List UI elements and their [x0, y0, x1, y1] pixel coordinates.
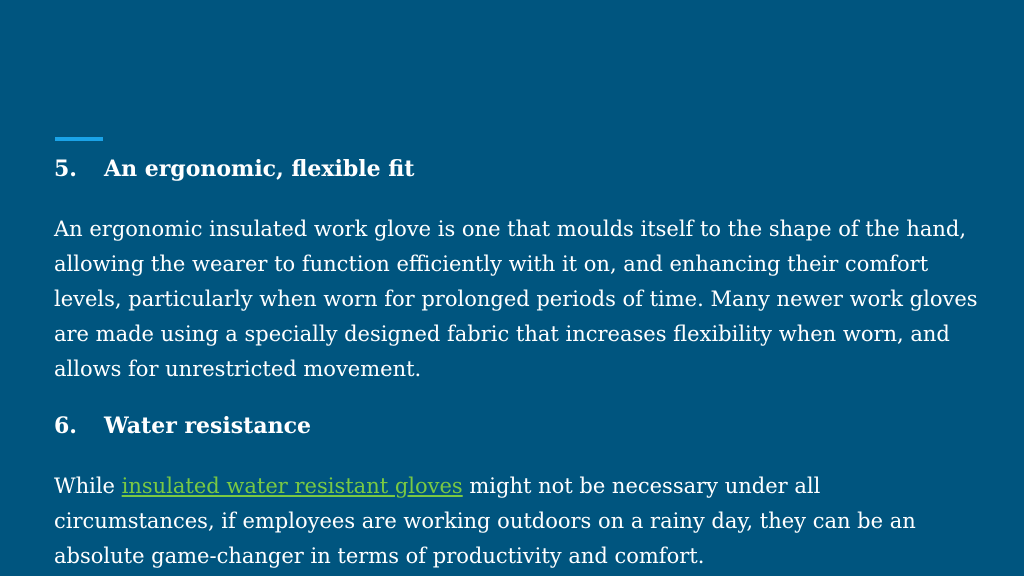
accent-bar [55, 137, 103, 141]
section-5-body: An ergonomic insulated work glove is one that moulds itself to the shape of the hand, allowing the wearer to function efficiently with it on, and enhancing their comfort levels, particularly when worn for prolonged periods of time. Many newer work gloves are made using a specially designed fabric that increases flexibility when worn, and allows for unrestricted movement. [54, 217, 978, 381]
section-5-title: An ergonomic, flexible fit [104, 156, 415, 182]
slide-content [54, 152, 984, 574]
section-6-body [54, 469, 984, 574]
section-6-title: Water resistance [104, 413, 311, 439]
section-5-heading [54, 152, 984, 186]
section-5-number: 5. [54, 156, 77, 182]
insulated-water-resistant-gloves-link[interactable]: insulated water resistant gloves [121, 474, 463, 498]
section-6-heading [54, 409, 984, 443]
section-6-body-after: might not be necessary under all circumstances, if employees are working outdoors on a rainy day, they can be an absolute game-changer in terms of productivity and comfort. [54, 474, 916, 568]
section-6-body-before: While [54, 474, 122, 498]
section-6-number: 6. [54, 413, 77, 439]
